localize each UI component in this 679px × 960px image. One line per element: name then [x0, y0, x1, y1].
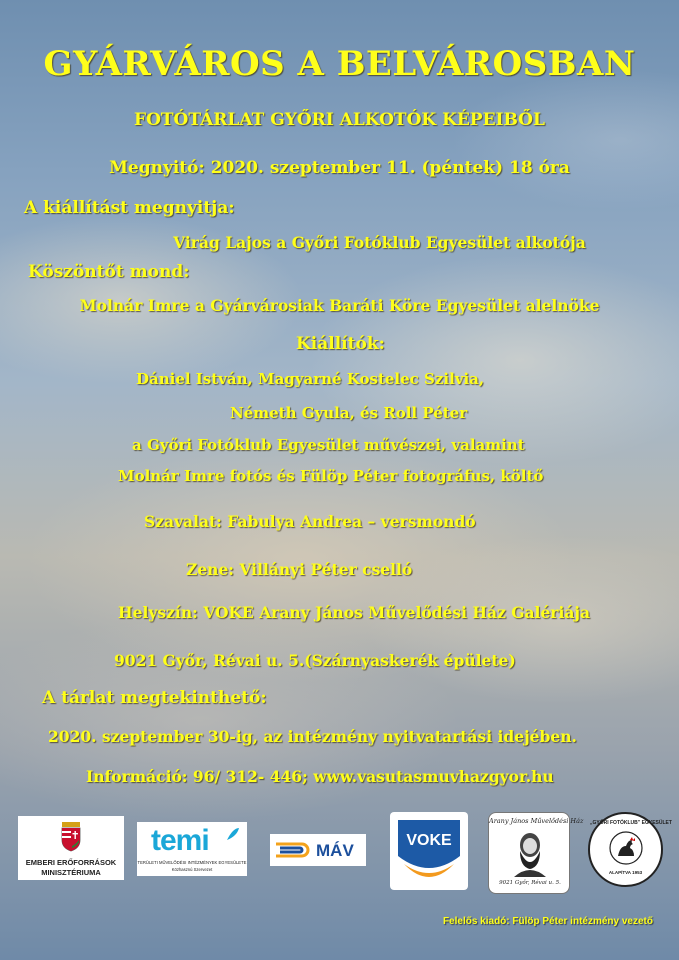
mav-wordmark: MÁV [316, 841, 354, 860]
music-line: Zene: Villányi Péter cselló [186, 560, 413, 579]
recitation-line: Szavalat: Fabulya Andrea – versmondó [144, 512, 476, 531]
arany-address-text: 9021 Győr, Révai u. 5. [499, 880, 561, 886]
exhibitors-label: Kiállítók: [296, 334, 385, 354]
fotoklub-logo [588, 812, 672, 887]
venue-line: Helyszín: VOKE Arany János Művelődési Ház Galériája [118, 603, 591, 622]
emmi-name-line2: MINISZTÉRIUMA [41, 868, 101, 877]
arany-janos-portrait-icon [510, 829, 550, 877]
emmi-name-line1: EMBERI ERŐFORRÁSOK [25, 858, 117, 867]
opened-by-label: A kiállítást megnyitja: [24, 198, 235, 218]
opening-line: Megnyitó: 2020. szeptember 11. (péntek) 18 óra [109, 158, 570, 178]
poster-subtitle: FOTÓTÁRLAT GYŐRI ALKOTÓK KÉPEIBŐL [134, 110, 545, 130]
temi-logo-icon [225, 826, 241, 842]
mav-logo [270, 834, 366, 866]
publisher-footer: Felelős kiadó: Fülöp Péter intézmény vezető [442, 916, 653, 927]
greeting-by-name: Molnár Imre a Gyárvárosiak Baráti Köre Egyesület alelnöke [79, 296, 600, 315]
opened-by-name: Virág Lajos a Győri Fotóklub Egyesület alkotója [173, 233, 586, 252]
mav-logo-icon [274, 838, 312, 862]
voke-wordmark: VOKE [406, 832, 452, 849]
temi-name-line2: Közhasznú Szervezet [171, 867, 213, 872]
exhibitor-line: Németh Gyula, és Roll Péter [230, 404, 468, 422]
info-line: Információ: 96/ 312- 446; www.vasutasmuvhazgyor.hu [86, 767, 554, 786]
exhibitor-line: Molnár Imre fotós és Fülöp Péter fotográfus, költő [118, 467, 544, 485]
voke-logo-icon [390, 812, 468, 890]
viewable-line: 2020. szeptember 30-ig, az intézmény nyitvatartási idejében. [48, 727, 577, 746]
exhibitor-line: a Győri Fotóklub Egyesület művészei, valamint [132, 436, 525, 454]
arany-janos-logo [488, 812, 584, 894]
arany-ring-text: Arany János Művelődési Ház [489, 817, 584, 825]
voke-logo [390, 812, 468, 890]
exhibitor-line: Dániel István, Magyarné Kostelec Szilvia, [136, 370, 485, 388]
temi-name-line1: TERÜLETI MŰVELŐDÉSI INTÉZMÉNYEK EGYESÜLETE [137, 860, 247, 865]
rooster-icon [608, 830, 644, 866]
poster-title: GYÁRVÁROS A BELVÁROSBAN [43, 44, 636, 84]
temi-logo [137, 822, 247, 876]
sponsor-logos [18, 812, 672, 894]
temi-wordmark: temi [151, 824, 209, 857]
greeting-label: Köszöntőt mond: [28, 262, 190, 282]
fotoklub-founded-text: ALAPÍTVA 1953 [608, 870, 643, 875]
emmi-logo [18, 816, 124, 880]
viewable-label: A tárlat megtekinthető: [42, 688, 267, 708]
address-line: 9021 Győr, Révai u. 5.(Szárnyaskerék épülete) [114, 651, 516, 670]
hungary-coat-of-arms-icon [18, 816, 124, 856]
fotoklub-ring-text: „GYŐRI FOTÓKLUB” EGYESÜLET [590, 820, 672, 826]
